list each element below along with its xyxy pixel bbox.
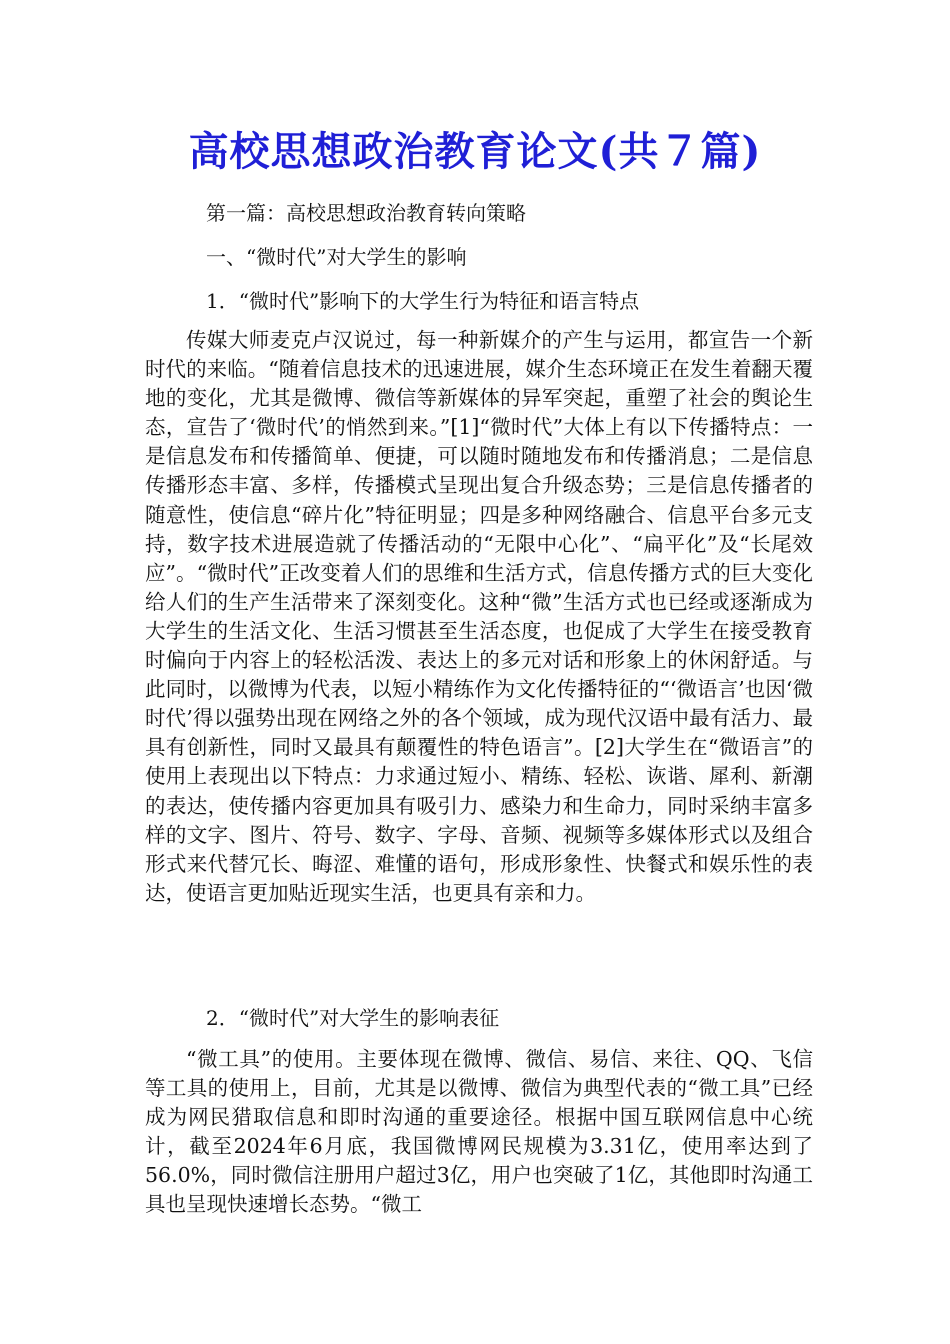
subsection-heading-1: 1．“微时代”影响下的大学生行为特征和语言特点 xyxy=(206,289,640,313)
subsection-heading-2: 2．“微时代”对大学生的影响表征 xyxy=(206,1006,500,1030)
part-heading: 第一篇：高校思想政治教育转向策略 xyxy=(206,201,526,225)
document-title: 高校思想政治教育论文(共７篇) xyxy=(188,128,762,175)
body-paragraph-1: 传媒大师麦克卢汉说过，每一种新媒介的产生与运用，都宣告一个新时代的来临。“随着信息技术的迅速进展，媒介生态环境正在发生着翻天覆地的变化，尤其是微博、微信等新媒体的异军突起，重塑了社会的舆论生态，宣告了‘微时代’的悄然到来。”[1]“微时代”大体上有以下传播特点：一是信息发布和传播简单、便捷，可以随时随地发布和传播消息；二是信息传播形态丰富、多样，传播模式呈现出复合升级态势；三是信息传播者的随意性，使信息“碎片化”特征明显；四是多种网络融合、信息平台多元支持，数字技术进展造就了传播活动的“无限中心化”、“扁平化”及“长尾效应”。“微时代”正改变着人们的思维和生活方式，信息传播方式的巨大变化给人们的生产生活带来了深刻变化。这种“微”生活方式也已经或逐渐成为大学生的生活文化、生活习惯甚至生活态度，也促成了大学生在接受教育时偏向于内容上的轻松活泼、表达上的多元对话和形象上的休闲舒适。与此同时，以微博为代表，以短小精练作为文化传播特征的“‘微语言’也因‘微时代’得以强势出现在网络之外的各个领域，成为现代汉语中最有活力、最具有创新性，同时又最具有颠覆性的特色语言”。[2]大学生在“微语言”的使用上表现出以下特点：力求通过短小、精练、轻松、诙谐、犀利、新潮的表达，使传播内容更加具有吸引力、感染力和生命力，同时采纳丰富多样的文字、图片、符号、数字、字母、音频、视频等多媒体形式以及组合形式来代替冗长、晦涩、难懂的语句，形成形象性、快餐式和娱乐性的表达，使语言更加贴近现实生活，也更具有亲和力。 xyxy=(145,328,813,905)
body-paragraph-2: “微工具”的使用。主要体现在微博、微信、易信、来往、QQ、飞信等工具的使用上，目前，尤其是以微博、微信为典型代表的“微工具”已经成为网民猎取信息和即时沟通的重要途径。根据中国互联网信息中心统计，截至2024年6月底，我国微博网民规模为3.31亿，使用率达到了56.0%，同时微信注册用户超过3亿，用户也突破了1亿，其他即时沟通工具也呈现快速增长态势。“微工 xyxy=(145,1047,813,1217)
section-heading: 一、“微时代”对大学生的影响 xyxy=(206,245,467,269)
